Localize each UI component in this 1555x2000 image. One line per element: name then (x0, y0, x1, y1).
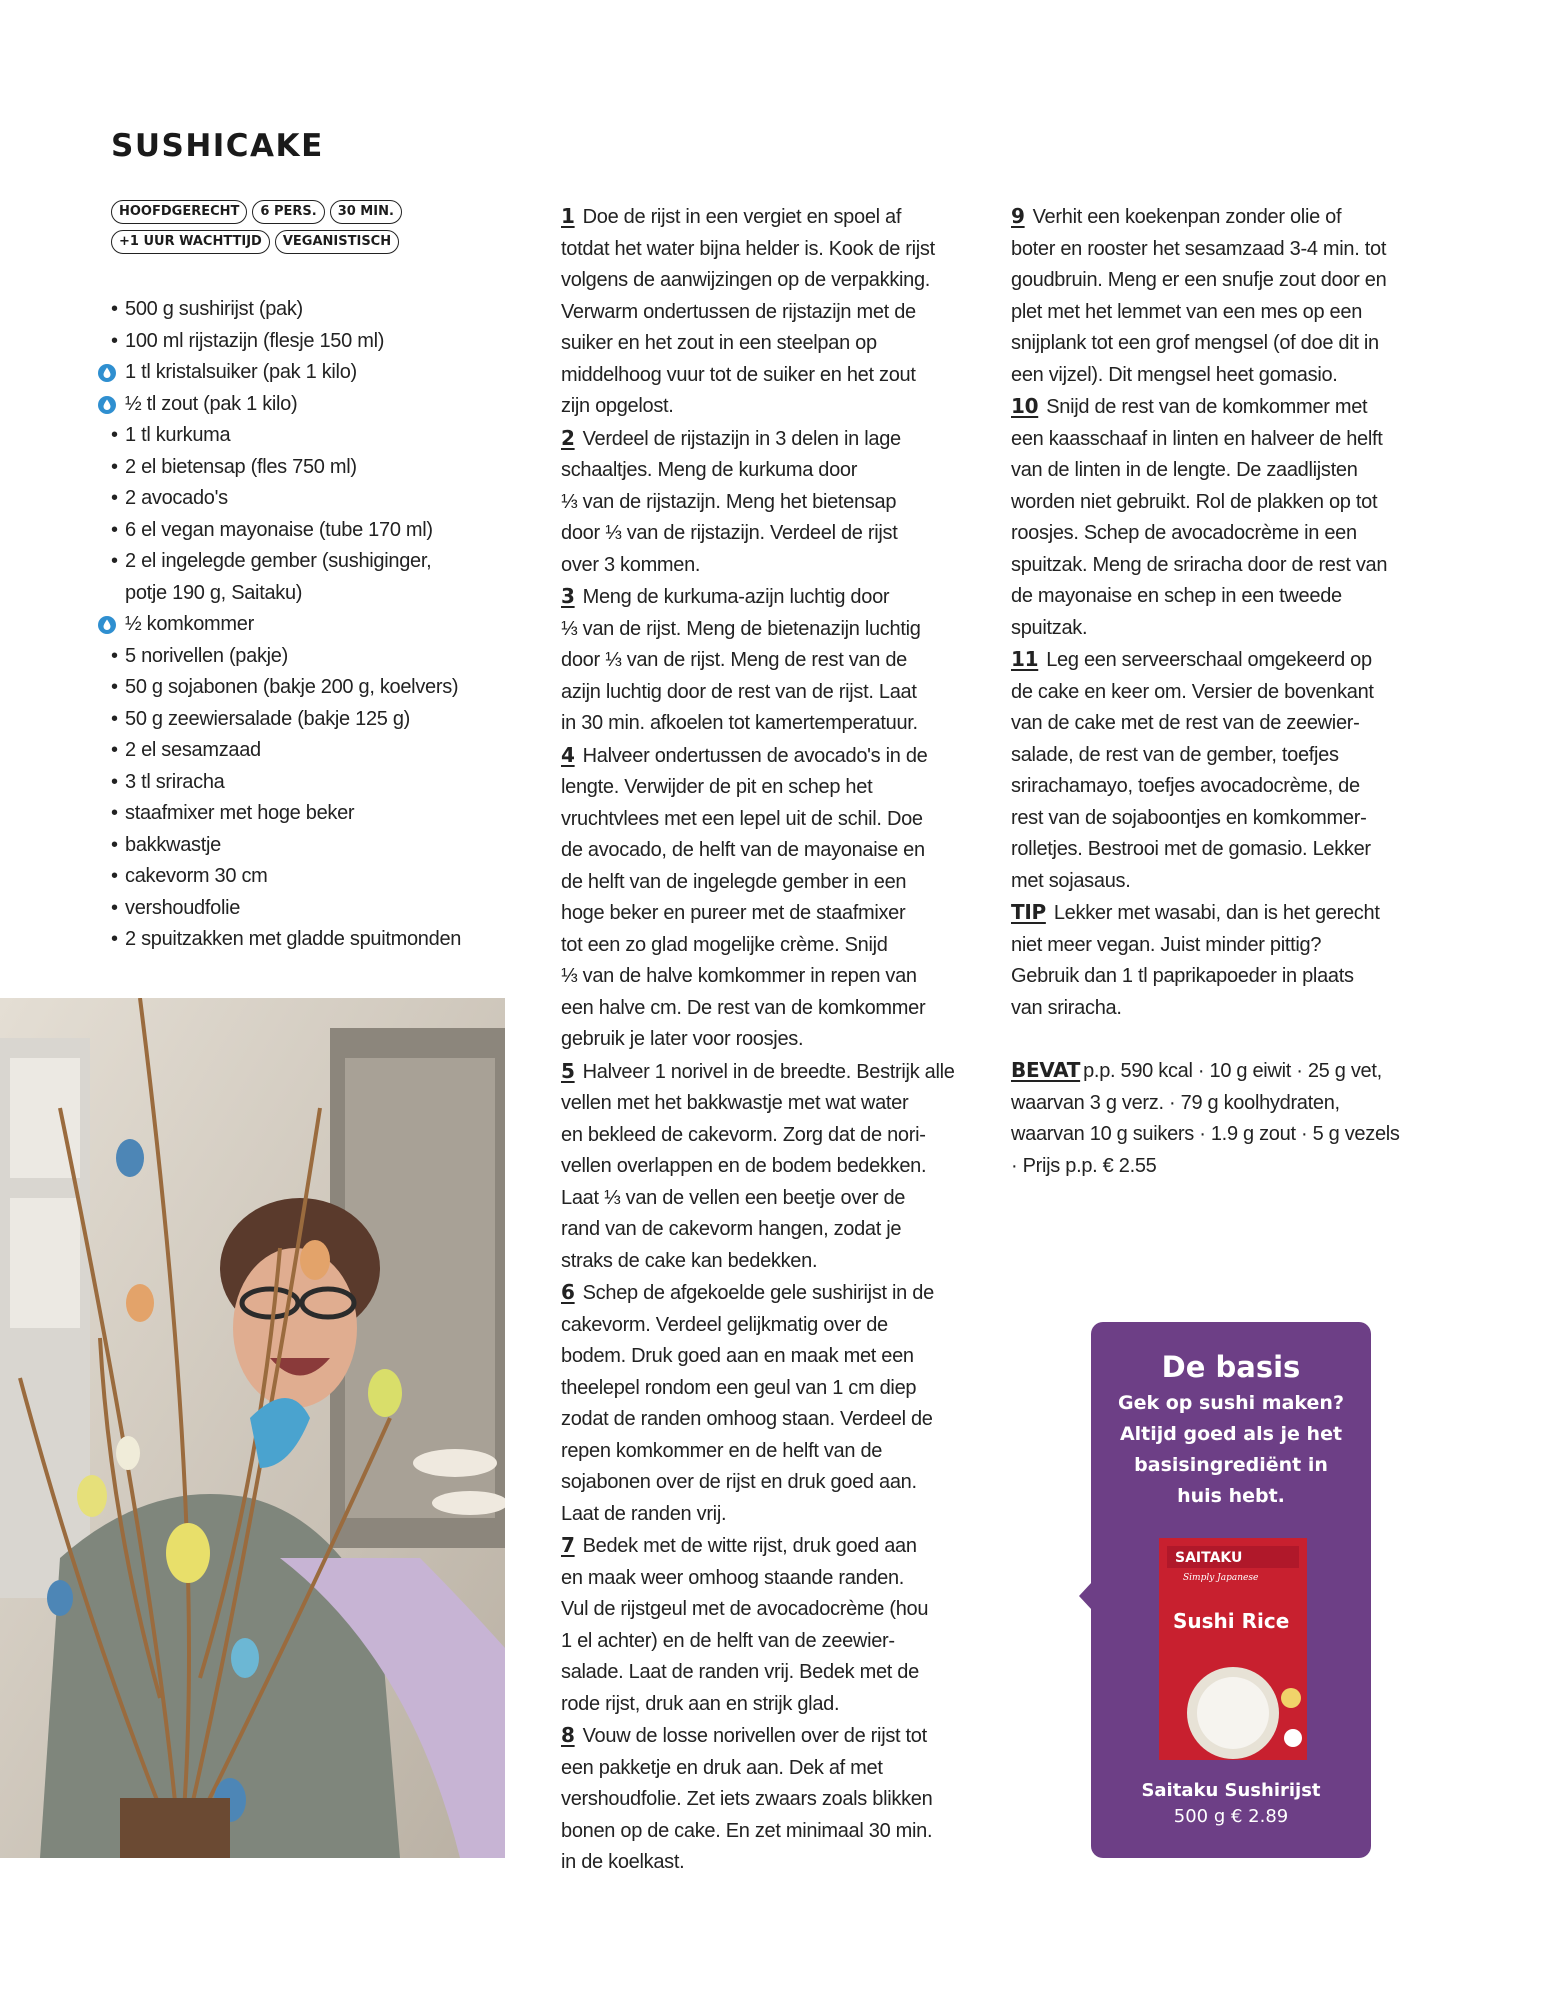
ingredient-item (98, 578, 518, 610)
ingredient-text: 2 avocado's (125, 487, 228, 509)
method-line (1011, 360, 1451, 392)
method-line (561, 1246, 993, 1278)
method-line (1011, 834, 1451, 866)
method-line (1011, 771, 1451, 803)
nutrition-text: p.p. 590 kcal · 10 g eiwit · 25 g vet, (1083, 1060, 1382, 1082)
step-text: straks de cake kan bedekken. (561, 1249, 818, 1272)
nutrition-text: · Prijs p.p. € 2.55 (1011, 1154, 1157, 1177)
promo-arrow (1079, 1582, 1092, 1610)
method-line (561, 518, 993, 550)
method-line (1011, 708, 1451, 740)
ingredient-item (98, 609, 518, 641)
method-line (1011, 803, 1451, 835)
method-line (561, 360, 993, 392)
step-text: niet meer vegan. Juist minder pittig? (1011, 933, 1322, 956)
step-text: rolletjes. Bestrooi met de gomasio. Lekker (1011, 838, 1371, 860)
bullet-marker: • (111, 298, 118, 320)
method-line (561, 1563, 993, 1595)
nutrition-label: BEVAT (1011, 1058, 1081, 1082)
step-text: Verdeel de rijstazijn in 3 delen in lage (582, 427, 901, 450)
step-text: plet met het lemmet van een mes op een (1011, 300, 1363, 323)
nutrition-text: waarvan 10 g suikers · 1.9 g zout · 5 g vezels (1011, 1123, 1400, 1145)
bullet-marker: • (111, 833, 118, 856)
water-drop-icon (98, 364, 116, 382)
step-number: 10 (1011, 394, 1039, 418)
sushi-rice-package-image (1159, 1538, 1307, 1760)
step-number: 1 (561, 204, 575, 228)
spacer (1011, 1024, 1451, 1055)
step-number: 8 (561, 1723, 575, 1747)
ingredient-text: staafmixer met hoge beker (125, 802, 355, 824)
bullet-marker: • (111, 455, 118, 478)
step-text: hoge beker en pureer met de staafmixer (561, 902, 906, 924)
bullet-marker: • (111, 770, 118, 793)
ingredient-text: 500 g sushirijst (pak) (125, 298, 303, 320)
step-text: rest van de sojaboontjes en komkommer- (1011, 806, 1367, 829)
step-text: salade, de rest van de gember, toefjes (1011, 743, 1339, 766)
method-line (561, 1277, 993, 1310)
method-column-2 (1011, 201, 1451, 1182)
bullet-marker: • (111, 644, 118, 667)
ingredient-item (98, 326, 518, 358)
step-number: 2 (561, 425, 575, 450)
ingredients-list (98, 294, 518, 956)
method-line (1011, 740, 1451, 772)
ingredient-item (98, 672, 518, 704)
step-text: srirachamayo, toefjes avocadocrème, de (1011, 775, 1360, 797)
step-text: een halve cm. De rest van de komkommer (561, 996, 926, 1019)
method-line (561, 1720, 993, 1753)
photo-woman-with-easter-tree (0, 998, 505, 1858)
ingredient-item (98, 704, 518, 736)
step-number: 11 (1011, 647, 1039, 671)
method-line (561, 645, 993, 677)
method-line (1011, 201, 1451, 234)
step-text: Gebruik dan 1 tl paprikapoeder in plaats (1011, 965, 1354, 987)
nutrition-line (1011, 1055, 1451, 1088)
method-line (1011, 866, 1451, 898)
method-line (561, 1657, 993, 1689)
method-line (561, 1530, 993, 1563)
method-line (561, 1436, 993, 1468)
step-text: middelhoog vuur tot de suiker en het zout (561, 363, 916, 386)
ingredient-item (98, 735, 518, 767)
bullet-marker: • (111, 550, 118, 572)
step-text: salade. Laat de randen vrij. Bedek met de (561, 1661, 919, 1683)
ingredient-item (98, 389, 518, 421)
method-line (561, 993, 993, 1025)
method-line (561, 581, 993, 614)
step-text: Leg een serveerschaal omgekeerd op (1046, 649, 1372, 671)
bullet-marker: • (111, 707, 118, 730)
ingredient-item (98, 767, 518, 799)
ingredient-text: ½ komkommer (125, 613, 254, 635)
step-text: azijn luchtig door de rest van de rijst. Laat (561, 680, 917, 703)
method-line (561, 867, 993, 899)
step-text: spuitzak. (1011, 616, 1088, 639)
method-line (561, 740, 993, 773)
ingredient-item (98, 893, 518, 925)
method-line (561, 1626, 993, 1658)
ingredient-item (98, 452, 518, 484)
method-line (1011, 424, 1451, 456)
tag-diet: VEGANISTISCH (275, 230, 399, 254)
method-line (561, 1120, 993, 1152)
method-line (561, 1753, 993, 1785)
method-line (1011, 644, 1451, 677)
nutrition-line (1011, 1088, 1451, 1120)
bullet-marker: • (111, 802, 118, 824)
step-text: boter en rooster het sesamzaad 3-4 min. tot (1011, 237, 1387, 260)
method-line (1011, 487, 1451, 519)
step-text: worden niet gebruikt. Rol de plakken op tot (1011, 490, 1378, 513)
method-line (1011, 677, 1451, 709)
step-text: roosjes. Schep de avocadocrème in een (1011, 522, 1357, 544)
method-line (1011, 297, 1451, 329)
method-line (561, 1214, 993, 1246)
method-line (1011, 518, 1451, 550)
recipe-tags (111, 200, 411, 260)
method-line (561, 201, 993, 234)
method-line (561, 835, 993, 867)
step-text: ⅓ van de halve komkommer in repen van (561, 965, 917, 987)
step-number: 3 (561, 584, 575, 608)
ingredient-item (98, 546, 518, 578)
method-line (561, 328, 993, 360)
ingredient-text: 2 el bietensap (fles 750 ml) (125, 455, 357, 478)
step-text: bonen op de cake. En zet minimaal 30 min. (561, 1819, 933, 1842)
promo-title: De basis (1161, 1350, 1301, 1384)
ingredient-text: bakkwastje (125, 833, 221, 856)
method-line (1011, 993, 1451, 1025)
method-line (1011, 234, 1451, 266)
promo-text: Gek op sushi maken? Altijd goed als je het basisingrediënt in huis hebt. (1118, 1392, 1344, 1507)
method-line (561, 1784, 993, 1816)
step-text: Verhit een koekenpan zonder olie of (1032, 206, 1342, 228)
step-text: door ⅓ van de rijstazijn. Verdeel de rijst (561, 522, 898, 544)
method-line (561, 1373, 993, 1405)
step-text: Vul de rijstgeul met de avocadocrème (hou (561, 1598, 929, 1620)
bullet-marker: • (111, 518, 118, 541)
ingredient-text: potje 190 g, Saitaku) (125, 581, 303, 604)
bullet-marker: • (111, 739, 118, 761)
method-line (561, 1056, 993, 1089)
method-line (561, 708, 993, 740)
step-number: 7 (561, 1533, 575, 1557)
bullet-marker: • (111, 928, 118, 950)
ingredient-text: 6 el vegan mayonaise (tube 170 ml) (125, 518, 433, 541)
step-number: 9 (1011, 204, 1025, 228)
step-text: Halveer 1 norivel in de breedte. Bestrijk alle (582, 1060, 955, 1083)
method-line (1011, 613, 1451, 645)
step-text: rand van de cakevorm hangen, zodat je (561, 1218, 902, 1240)
method-line (561, 1404, 993, 1436)
step-text: van de cake met de rest van de zeewier- (1011, 712, 1360, 734)
package-name: Sushi Rice (1173, 1609, 1290, 1633)
ingredient-text: 1 tl kristalsuiker (pak 1 kilo) (125, 361, 357, 383)
ingredient-text: 2 spuitzakken met gladde spuitmonden (125, 928, 462, 950)
ingredient-item (98, 798, 518, 830)
step-text: Doe de rijst in een vergiet en spoel af (582, 206, 902, 228)
method-line (561, 297, 993, 329)
step-text: sojabonen over de rijst en druk goed aan. (561, 1471, 917, 1493)
step-text: en bekleed de cakevorm. Zorg dat de nori- (561, 1123, 926, 1146)
water-drop-icon (98, 396, 116, 414)
step-text: de cake en keer om. Versier de bovenkant (1011, 680, 1374, 703)
method-line (561, 265, 993, 297)
step-text: bodem. Druk goed aan en maak met een (561, 1345, 914, 1367)
step-text: Laat de randen vrij. (561, 1502, 727, 1525)
step-text: 1 el achter) en de helft van de zeewier- (561, 1629, 895, 1652)
ingredient-text: 50 g sojabonen (bakje 200 g, koelvers) (125, 676, 459, 698)
step-text: rode rijst, druk aan en strijk glad. (561, 1692, 840, 1715)
method-line (561, 961, 993, 993)
method-line (561, 898, 993, 930)
tag-time: 30 MIN. (330, 200, 402, 224)
step-text: tot een zo glad mogelijke crème. Snijd (561, 933, 888, 956)
method-line (561, 1594, 993, 1626)
method-line (561, 1847, 993, 1879)
ingredient-item (98, 420, 518, 452)
method-line (561, 772, 993, 804)
method-line (1011, 455, 1451, 487)
step-text: schaaltjes. Meng de kurkuma door (561, 459, 858, 481)
nutrition-line (1011, 1151, 1451, 1183)
method-line (561, 804, 993, 836)
step-text: volgens de aanwijzingen op de verpakking. (561, 269, 931, 291)
method-line (1011, 265, 1451, 297)
step-text: de mayonaise en schep in een tweede (1011, 585, 1342, 607)
step-text: gebruik je later voor roosjes. (561, 1028, 804, 1050)
step-text: Lekker met wasabi, dan is het gerecht (1053, 902, 1380, 924)
nutrition-text: waarvan 3 g verz. · 79 g koolhydraten, (1011, 1091, 1340, 1114)
step-text: met sojasaus. (1011, 869, 1131, 892)
method-line (1011, 550, 1451, 582)
nutrition-line (1011, 1119, 1451, 1151)
ingredient-item (98, 294, 518, 326)
method-line (561, 550, 993, 582)
ingredient-text: vershoudfolie (125, 896, 241, 919)
ingredient-text: ½ tl zout (pak 1 kilo) (125, 392, 298, 415)
step-text: een kaasschaaf in linten en halveer de helft (1011, 427, 1383, 450)
method-line (561, 1499, 993, 1531)
bullet-marker: • (111, 424, 118, 446)
promo-card (1091, 1322, 1371, 1858)
step-text: zijn opgelost. (561, 395, 674, 417)
step-text: suiker en het zout in een steelpan op (561, 332, 877, 354)
step-number: 6 (561, 1280, 575, 1304)
method-line (561, 1816, 993, 1848)
bullet-marker: • (111, 487, 118, 509)
step-text: Verwarm ondertussen de rijstazijn met de (561, 300, 916, 323)
ingredient-item (98, 924, 518, 956)
method-line (561, 614, 993, 646)
ingredient-text: 50 g zeewiersalade (bakje 125 g) (125, 707, 411, 730)
ingredient-text: 2 el ingelegde gember (sushiginger, (125, 550, 432, 572)
method-line (561, 1467, 993, 1499)
step-text: in de koelkast. (561, 1851, 685, 1873)
step-text: Bedek met de witte rijst, druk goed aan (582, 1535, 917, 1557)
step-text: theelepel rondom een geul van 1 cm diep (561, 1376, 917, 1399)
step-text: door ⅓ van de rijst. Meng de rest van de (561, 649, 907, 671)
method-column-1 (561, 201, 993, 1879)
bullet-marker: • (111, 676, 118, 698)
tag-servings: 6 PERS. (252, 200, 324, 224)
step-text: spuitzak. Meng de sriracha door de rest van (1011, 553, 1388, 576)
step-text: Halveer ondertussen de avocado's in de (582, 744, 928, 767)
method-line (561, 487, 993, 519)
step-text: vellen overlappen en de bodem bedekken. (561, 1155, 927, 1177)
step-text: totdat het water bijna helder is. Kook de rijst (561, 237, 935, 260)
method-line (1011, 930, 1451, 962)
bullet-marker: • (111, 865, 118, 887)
ingredient-item (98, 357, 518, 389)
bullet-marker: • (111, 329, 118, 352)
ingredient-item (98, 830, 518, 862)
step-text: de avocado, de helft van de mayonaise en (561, 839, 925, 861)
ingredient-text: 2 el sesamzaad (125, 739, 261, 761)
method-line (561, 455, 993, 487)
ingredient-text: 5 norivellen (pakje) (125, 644, 288, 667)
step-text: repen komkommer en de helft van de (561, 1439, 883, 1462)
step-text: van de linten in de lengte. De zaadlijsten (1011, 459, 1358, 481)
step-text: in 30 min. afkoelen tot kamertemperatuur. (561, 712, 918, 734)
step-text: ⅓ van de rijst. Meng de bietenazijn luchtig (561, 617, 921, 640)
step-text: Laat ⅓ van de vellen een beetje over de (561, 1186, 906, 1209)
step-text: van sriracha. (1011, 996, 1122, 1019)
method-line (561, 677, 993, 709)
step-text: cakevorm. Verdeel gelijkmatig over de (561, 1313, 888, 1336)
method-line (1011, 961, 1451, 993)
step-text: ⅓ van de rijstazijn. Meng het bietensap (561, 490, 897, 513)
method-line (561, 1310, 993, 1342)
step-text: een vijzel). Dit mengsel heet gomasio. (1011, 363, 1338, 386)
promo-product-name: Saitaku Sushirijst (1141, 1780, 1321, 1801)
ingredient-item (98, 483, 518, 515)
tag-waiting-time: +1 UUR WACHTTIJD (111, 230, 270, 254)
ingredient-item (98, 641, 518, 673)
step-number: TIP (1011, 900, 1046, 924)
ingredient-text: 1 tl kurkuma (125, 424, 231, 446)
step-text: een pakketje en druk aan. Dek af met (561, 1756, 883, 1779)
step-text: Schep de afgekoelde gele sushirijst in de (582, 1282, 934, 1304)
step-text: Vouw de losse norivellen over de rijst tot (582, 1725, 927, 1747)
step-text: lengte. Verwijder de pit en schep het (561, 776, 873, 798)
ingredient-text: 100 ml rijstazijn (flesje 150 ml) (125, 329, 385, 352)
method-line (561, 391, 993, 423)
step-text: vershoudfolie. Zet iets zwaars zoals blikken (561, 1788, 933, 1810)
ingredient-item (98, 861, 518, 893)
method-line (1011, 897, 1451, 930)
step-text: over 3 kommen. (561, 553, 701, 576)
method-line (561, 1151, 993, 1183)
ingredient-text: 3 tl sriracha (125, 770, 225, 793)
step-text: zodat de randen omhoog staan. Verdeel de (561, 1408, 933, 1430)
method-line (1011, 328, 1451, 360)
recipe-title: SUSHICAKE (111, 128, 324, 164)
promo-product-price: 500 g € 2.89 (1173, 1806, 1289, 1827)
step-text: vellen met het bakkwastje met wat water (561, 1092, 909, 1114)
method-line (561, 930, 993, 962)
bullet-marker: • (111, 896, 118, 919)
step-text: vruchtvlees met een lepel uit de schil. Doe (561, 807, 923, 830)
package-brand: SAITAKU (1175, 1550, 1243, 1566)
method-line (561, 234, 993, 266)
method-line (1011, 391, 1451, 424)
step-text: en maak weer omhoog staande randen. (561, 1566, 905, 1589)
step-number: 4 (561, 742, 575, 767)
method-line (561, 1088, 993, 1120)
method-line (561, 1024, 993, 1056)
ingredient-item (98, 515, 518, 547)
step-text: de helft van de ingelegde gember in een (561, 870, 907, 893)
method-line (561, 423, 993, 456)
step-text: goudbruin. Meng er een snufje zout door en (1011, 269, 1387, 291)
ingredient-text: cakevorm 30 cm (125, 865, 268, 887)
step-text: Snijd de rest van de komkommer met (1046, 396, 1368, 418)
tag-course: HOOFDGERECHT (111, 200, 247, 224)
step-text: Meng de kurkuma-azijn luchtig door (582, 586, 890, 608)
water-drop-icon (98, 616, 116, 634)
method-line (561, 1689, 993, 1721)
method-line (1011, 581, 1451, 613)
step-number: 5 (561, 1058, 575, 1083)
method-line (561, 1341, 993, 1373)
package-tagline: Simply Japanese (1183, 1573, 1259, 1583)
method-line (561, 1183, 993, 1215)
step-text: snijplank tot een grof mengsel (of doe dit in (1011, 332, 1379, 354)
